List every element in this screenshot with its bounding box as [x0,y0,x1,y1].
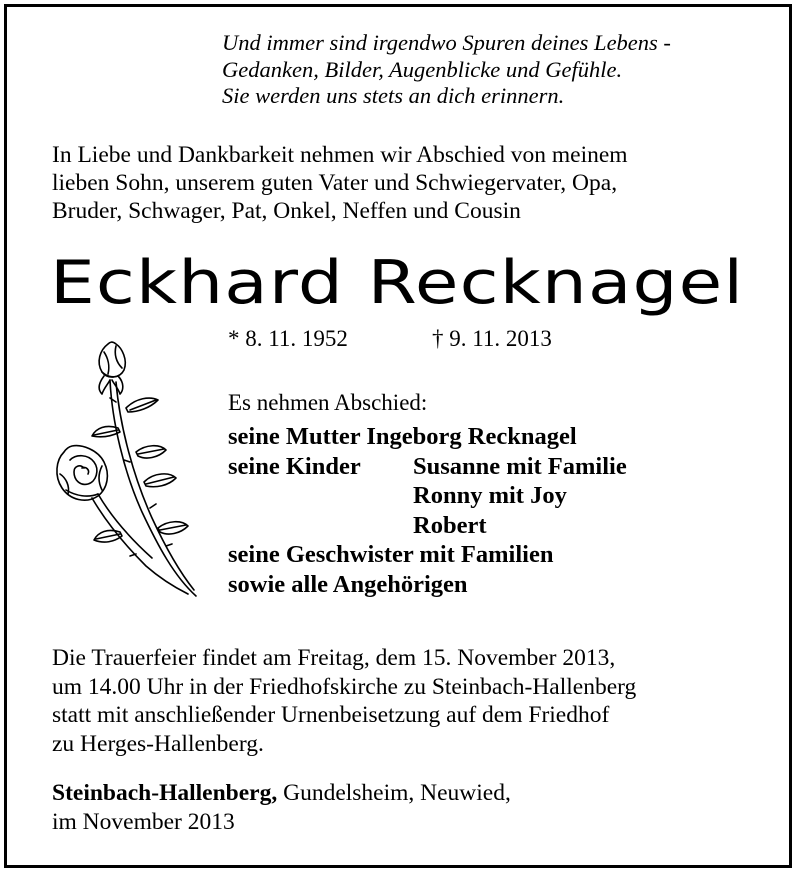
intro-line: In Liebe und Dankbarkeit nehmen wir Abschied von meinem [52,142,628,168]
children-label: seine Kinder [228,452,361,480]
poem-line: Sie werden uns stets an dich erinnern. [222,83,565,108]
funeral-line: statt mit anschließender Urnenbeisetzung auf dem Friedhof [52,702,610,728]
mourner-mother: seine Mutter Ingeborg Recknagel [228,423,577,450]
poem-line: Gedanken, Bilder, Augenblicke und Gefühle. [222,56,623,82]
place-date [52,779,511,836]
birth-date: * 8. 11. 1952 [228,326,348,351]
mourner-children [228,452,627,482]
funeral-info [52,644,747,758]
death-date: † 9. 11. 2013 [432,326,552,351]
mourner-siblings: seine Geschwister mit Familien [228,541,554,568]
mourners-list [228,422,627,599]
rose-icon [46,332,206,600]
funeral-line: zu Herges-Hallenberg. [52,730,264,757]
deceased-name: Eckhard Recknagel [50,248,745,318]
mourners-label: Es nehmen Abschied: [228,390,428,415]
intro-line: Bruder, Schwager, Pat, Onkel, Neffen und Cousin [52,198,521,224]
funeral-line: Die Trauerfeier findet am Freitag, dem 15. November 2013, [52,645,616,671]
child-name: Susanne mit Familie [413,452,627,480]
intro-line: lieben Sohn, unserem guten Vater und Schwiegervater, Opa, [52,170,618,196]
mourner-relatives: sowie alle Angehörigen [228,570,468,598]
poem [222,30,671,110]
child-name: Ronny mit Joy [413,482,567,509]
place-main: Steinbach-Hallenberg, [52,780,278,806]
child-name: Robert [413,511,487,539]
notice-date: im November 2013 [52,808,235,835]
funeral-line: um 14.00 Uhr in der Friedhofskirche zu Steinbach-Hallenberg [52,673,637,700]
intro-text [52,141,628,225]
place-others: Gundelsheim, Neuwied, [277,780,511,806]
poem-line: Und immer sind irgendwo Spuren deines Lebens - [222,30,671,55]
place-line [52,779,511,808]
